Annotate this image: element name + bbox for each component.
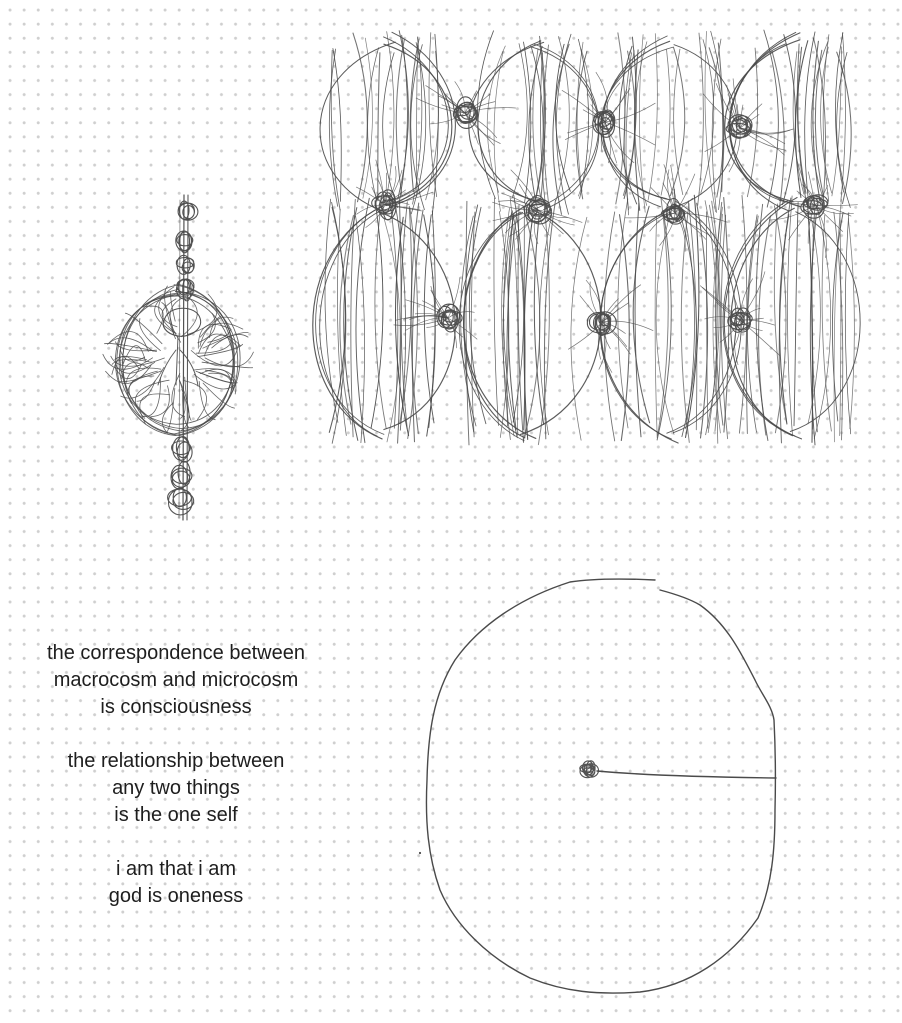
macro-pod [601,47,673,199]
macro-pod [821,47,832,193]
macro-fringe [815,205,843,232]
macro-pod [834,212,843,440]
macro-pod [383,53,398,208]
macro-pod [758,216,770,435]
macrocosm-grid [313,30,860,445]
macro-pod [571,217,587,440]
poem-line: god is oneness [108,885,244,907]
macro-pod [823,35,829,202]
macro-pod [512,44,527,199]
oneness-circle [419,579,776,993]
macro-pod [681,204,689,443]
oneness-circle-outline [426,579,775,993]
macro-pod [395,217,408,435]
macro-pod [553,44,569,214]
macro-pod [432,34,438,214]
stanza-relationship [20,748,332,829]
microcosm-figure [103,195,254,520]
macro-pod [657,212,671,440]
poem-line: any two things [112,777,240,799]
figure-body [200,369,231,393]
macro-pod [787,196,792,435]
figure-chain-knot [176,255,194,274]
figure-chain-knot [172,437,193,463]
radius-line [597,771,776,778]
macro-pod [534,217,543,425]
macro-pod [840,214,841,436]
poem-line: is the one self [114,804,238,826]
macro-pod [626,51,634,215]
poem-line: i am that i am [115,858,237,880]
poem-line: the correspondence between [47,642,305,664]
poem-line: is consciousness [100,696,252,718]
macro-pod [389,196,398,429]
stanza-correspondence [20,640,332,721]
macro-pod [635,203,641,437]
macro-pod [494,51,503,211]
macro-pod [845,213,850,434]
figure-chain-knot [171,461,192,489]
macro-pod [680,213,697,436]
macro-pod [633,206,649,422]
figure-body [142,306,163,333]
macro-pod [543,45,548,203]
figure-face [180,350,198,386]
macro-pod [674,49,683,194]
macro-pod [578,49,593,196]
macro-pod [725,40,800,202]
macro-pod [648,34,657,201]
macro-pod [378,53,380,201]
figure-stem [187,195,188,520]
center-knot-scribble [580,761,599,778]
macro-pod [790,212,860,432]
macro-pod [371,201,383,428]
macro-pod [556,37,569,201]
macro-pod [794,203,798,426]
stray-dot [419,852,420,853]
figure-body [129,376,154,395]
figure-chain-knot [168,488,194,515]
macro-pod [667,204,736,433]
macro-pod [471,212,475,437]
macro-pod [518,205,524,442]
macro-pod [848,219,854,429]
macro-pod [331,50,340,210]
macro-pod [401,202,407,429]
macro-pod [368,48,379,201]
poem-line: macrocosm and microcosm [53,669,299,691]
figure-body [139,319,160,351]
macro-pod [837,52,851,204]
stanza-oneness [20,856,332,910]
poem-line: the relationship between [67,750,285,772]
center-knot [580,761,599,778]
macro-pod [544,200,555,438]
poem-text [20,640,332,937]
macro-pod [661,50,670,196]
